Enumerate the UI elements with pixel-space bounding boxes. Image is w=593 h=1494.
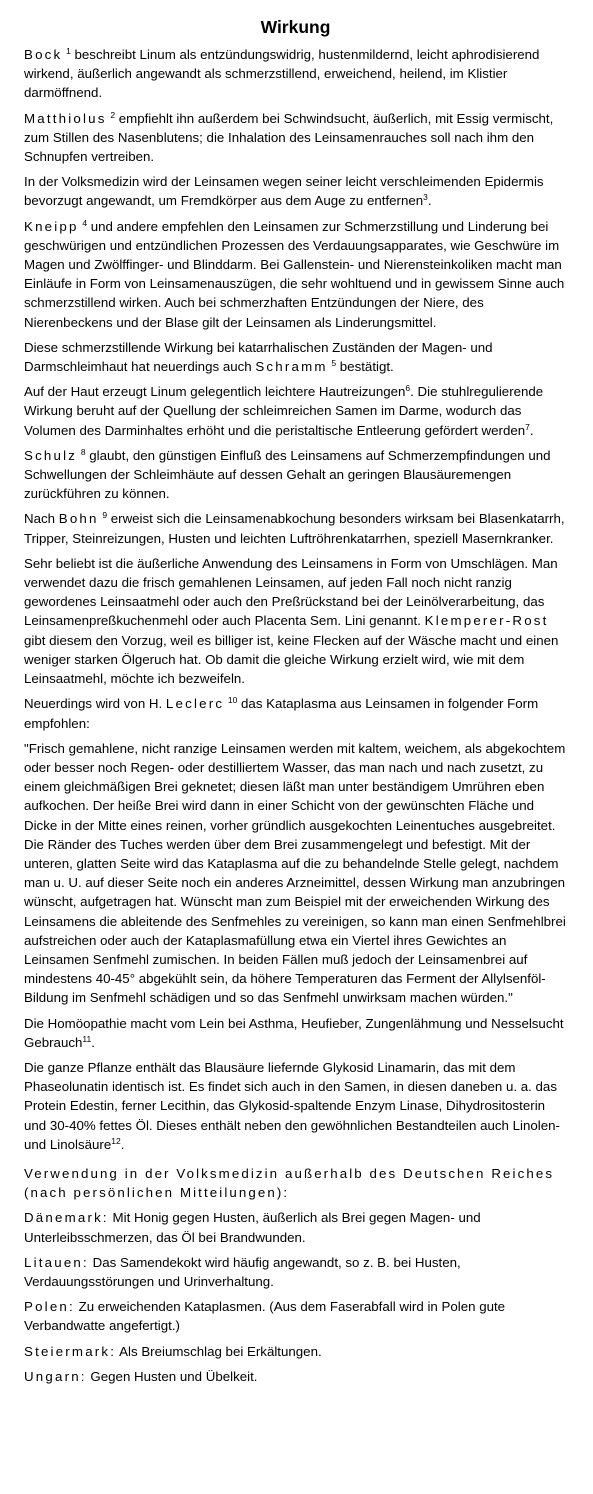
footnote-ref: 1 — [66, 46, 71, 56]
country-usage: Mit Honig gegen Husten, äußerlich als Brei gegen Magen- und Unterleibsschmerzen, das Öl bei Brandwunden. — [24, 1210, 481, 1245]
paragraph — [24, 172, 567, 210]
country-entry — [24, 1253, 567, 1291]
text-run: . Die stuhlregulierende Wirkung beruht auf der Quellung der schleimreichen Samen im Darme, wodurch das Volumen des Darminhaltes erhöht und die peristaltische Entleerung gefördert werden — [24, 384, 544, 438]
country-list — [24, 1208, 567, 1386]
footnote-ref: 5 — [331, 358, 337, 369]
footnote-ref: 4 — [82, 217, 88, 228]
text-run: gibt diesem den Vorzug, weil es billiger ist, keine Flecken auf der Wäsche macht und einen weniger starken Ölgeruch hat. Ob damit die gleiche Wirkung erzielt wird, wie mit dem Leinsaatmehl, möchte ich bezweifeln. — [24, 632, 559, 687]
author-name: Klemperer-Rost — [424, 613, 549, 629]
country-name: Litauen: — [24, 1254, 89, 1270]
country-name: Polen: — [24, 1299, 75, 1315]
country-usage: Gegen Husten und Übelkeit. — [86, 1368, 258, 1384]
text-run: Diese schmerzstillende Wirkung bei katarrhalischen Zuständen der Magen- und Darmschleimhaut hat neuerdings auch — [24, 339, 493, 375]
paragraph — [24, 45, 567, 103]
author-name: Bohn — [58, 511, 99, 527]
text-run: Auf der Haut erzeugt Linum gelegentlich leichtere Hautreizungen — [24, 384, 406, 400]
text-run: . — [529, 422, 534, 438]
text-run: Neuerdings wird von H. — [24, 696, 166, 712]
country-name: Dänemark: — [24, 1210, 109, 1226]
paragraph — [24, 382, 567, 440]
text-run: glaubt, den günstigen Einfluß des Leinsamens auf Schmerzempfindungen und Schwellungen der Schleimhäute auf dessen Gehalt an geringen Blausäuremengen zurückführen zu können. — [24, 447, 551, 502]
section-heading: Verwendung in der Volksmedizin außerhalb des Deutschen Reiches (nach persönlichen Mitteilungen): — [24, 1165, 555, 1201]
paragraph — [24, 338, 567, 376]
paragraph — [24, 1014, 567, 1052]
country-entry — [24, 1297, 567, 1335]
page-title: Wirkung — [260, 17, 331, 37]
country-entry — [24, 1208, 567, 1246]
text-run: . — [427, 193, 432, 209]
paragraph — [24, 554, 567, 688]
author-name: Matthiolus — [24, 110, 107, 126]
footnote-ref: 7 — [525, 421, 530, 432]
text-run: Die ganze Pflanze enthält das Blausäure liefernde Glykosid Linamarin, das mit dem Phaseolunatin identisch ist. Es findet sich auch in den Samen, in diesen daneben u. a. das Protein Edestin, ferner Lecithin, das Glykosid-spaltende Enzym Linase, Dihydrositosterin und 30-40% fettes Öl. Dieses enthält neben den gewöhnlichen Bestandteilen auch Linolen- und Linolsäure — [24, 1059, 560, 1152]
country-usage: Das Samendekokt wird häufig angewandt, so z. B. bei Husten, Verdauungsstörungen und Urinverhaltung. — [24, 1254, 461, 1289]
author-name: Bock — [24, 47, 63, 62]
text-run: erweist sich die Leinsamenabkochung besonders wirksam bei Blasenkatarrh, Tripper, Steinreizungen, Husten und leichten Luftröhrenkatarrhen, speziell Masernkranker. — [24, 511, 565, 546]
paragraph — [24, 1058, 567, 1154]
text-run: "Frisch gemahlene, nicht ranzige Leinsamen werden mit kaltem, weichem, als abgekochtem oder besser noch Regen- oder destilliertem Wasser, das man nach und nach zusetzt, zu einem gleichmäßigen Brei geknetet; diesen läßt man unter beständigem Umrühren eben aufkochen. Der heiße Brei wird dann in einer Schicht von der gewünschten Fläche und Dicke in der Mitte eines reinen, vorher gründlich ausgekochten Leinentuches ausgebreitet. Die Ränder des Tuches werden über dem Brei zusammengelegt und befestigt. Mit der unteren, glatten Seite wird das Kataplasma auf die zu behandelnde Stelle gelegt, nachdem man u. U. auf dieser Seite noch ein anderes Arzneimittel, dessen Wirkung man anzubringen wünscht, aufgetragen hat. Wünscht man zum Beispiel mit der erweichenden Wirkung des Leinsamens die ableitende des Senfmehles zu vereinigen, so kann man einen Senfmehlbrei aufstreichen oder auch der Kataplasmafüllung etwa ein Viertel ihres Gewichtes an Leinsamen Senfmehl zumischen. In beiden Fällen muß jedoch der Leinsamenbrei auf mindestens 40-45° abgekühlt sein, da höhere Temperaturen das Ferment der Allylsenföl-Bildung im Senfmehl schädigen und so das Senfmehl unwirksam machen würden." — [24, 740, 566, 1006]
author-name: Schulz — [24, 447, 78, 463]
footnote-ref: 11 — [82, 1033, 92, 1044]
paragraph — [24, 109, 567, 167]
footnote-ref: 10 — [227, 695, 238, 706]
text-run: Die Homöopathie macht vom Lein bei Asthma, Heufieber, Zungenlähmung und Nesselsucht Gebrauch — [24, 1015, 564, 1050]
country-usage: Als Breiumschlag bei Erkältungen. — [116, 1343, 322, 1359]
country-name: Steiermark: — [24, 1343, 117, 1359]
footnote-ref: 6 — [405, 383, 411, 394]
author-name: Leclerc — [165, 696, 225, 712]
paragraph — [24, 694, 567, 732]
paragraph — [24, 217, 567, 332]
country-entry — [24, 1342, 567, 1361]
text-run: beschreibt Linum als entzündungswidrig, hustenmildernd, leicht aphrodisierend wirkend, äußerlich angewandt als schmerzstillend, erweichend, heilend, im Klistier darmöffnend. — [24, 47, 540, 101]
text-run: und andere empfehlen den Leinsamen zur Schmerzstillung und Linderung bei geschwürigen und entzündlichen Prozessen des Verdauungsapparates, wie Geschwüre im Magen und Zwölffinger- und Blinddarm. Bei Gallenstein- und Nierensteinkoliken macht man Einläufe in Form von Leinsamenauszügen, die sehr wohltuend und in gewissem Sinne auch schmerzstillend wirken. Auch bei schmerzhaften Entzündungen der Niere, des Nierenbeckens und der Blase gilt der Leinsamen als Linderungsmittel. — [24, 218, 565, 330]
author-name: Schramm — [255, 359, 328, 375]
paragraph — [24, 739, 567, 1008]
text-run: Sehr beliebt ist die äußerliche Anwendung des Leinsamens in Form von Umschlägen. Man verwendet dazu die frisch gemahlenen Leinsamen, auf jeden Fall noch nicht ranzig gewordenes Leinsaatmehl oder auch den Preßrückstand bei der Leinölverarbeitung, das Leinsamenpreßkuchenmehl oder auch Placenta Sem. Lini genannt. — [24, 555, 558, 629]
paragraph — [24, 446, 567, 504]
text-run: Nach — [24, 511, 59, 527]
text-run: bestätigt. — [336, 359, 394, 375]
footnote-ref: 9 — [102, 510, 108, 521]
footnote-ref: 3 — [423, 192, 428, 203]
country-name: Ungarn: — [24, 1368, 87, 1384]
footnote-ref: 8 — [80, 446, 86, 457]
footnote-ref: 12 — [111, 1135, 121, 1146]
text-run: In der Volksmedizin wird der Leinsamen wegen seiner leicht verschleimenden Epidermis bevorzugt angewandt, um Fremdkörper aus dem Auge zu entfernen — [24, 174, 544, 209]
country-usage: Zu erweichenden Kataplasmen. (Aus dem Faserabfall wird in Polen gute Verbandwatte angefertigt.) — [24, 1299, 506, 1334]
country-entry — [24, 1367, 567, 1386]
author-name: Kneipp — [24, 218, 79, 234]
text-run: empfiehlt ihn außerdem bei Schwindsucht, äußerlich, mit Essig vermischt, zum Stillen des Nasenblutens; die Inhalation des Leinsamenrauches soll nach ihm den Schnupfen vertreiben. — [24, 110, 554, 165]
text-run: das Kataplasma aus Leinsamen in folgender Form empfohlen: — [24, 696, 539, 731]
body-text — [24, 45, 567, 1154]
footnote-ref: 2 — [110, 109, 116, 120]
text-run: . — [91, 1034, 95, 1050]
text-run: . — [120, 1136, 125, 1152]
paragraph — [24, 509, 567, 547]
